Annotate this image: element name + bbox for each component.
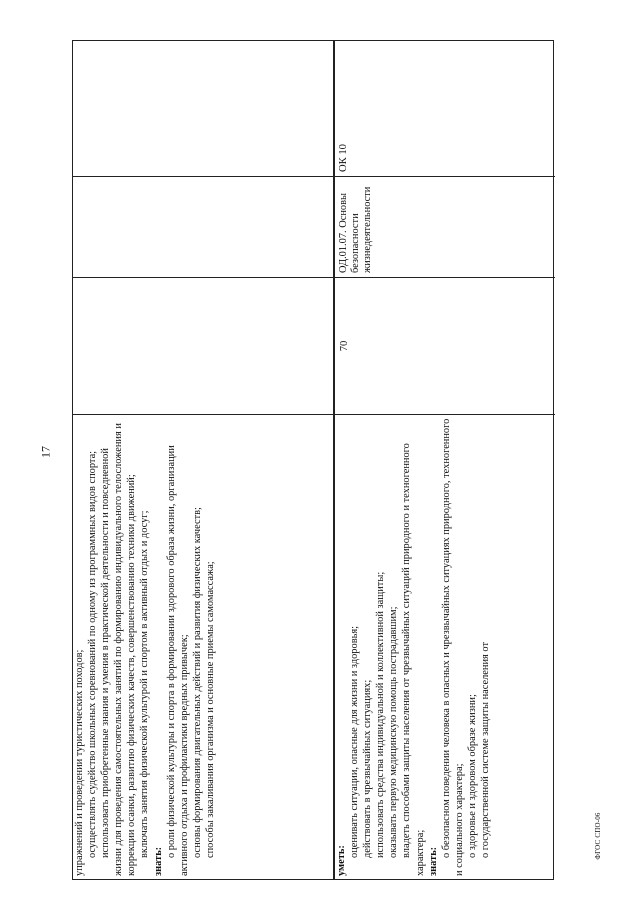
requirements-cell (73, 415, 333, 879)
footer-standard-code: ФГОС СПО-06 (594, 812, 602, 860)
competence-cell (73, 41, 333, 177)
discipline-name: ОД.01.07. Основы безопасности жизнедеятельности (338, 186, 373, 273)
section-heading: знать: (427, 846, 439, 876)
requirements-text (73, 415, 217, 879)
requirement-line: о роли физической культуры и спорта в формировании здорового образа жизни, организации активного отдыха и профилактики вредных привычек; (165, 445, 190, 876)
hours-value: 70 (339, 340, 350, 352)
section-heading: знать: (152, 846, 164, 876)
table-row (73, 41, 333, 879)
requirement-line: владеть способами защиты населения от чрезвычайных ситуаций природного и техногенного характера; (401, 443, 426, 876)
section-heading: уметь: (336, 845, 347, 876)
requirement-line: оказывать первую медицинскую помощь пострадавшим; (388, 606, 400, 858)
curriculum-table (72, 40, 554, 880)
requirement-line: о государственной системе защиты населения от (480, 642, 492, 858)
requirement-line: осуществлять судейство школьных соревнований по одному из программных видов спорта; (87, 450, 99, 858)
requirement-line: основы формирования двигательных действий и развития физических качеств; (191, 507, 203, 858)
requirement-line: оценивать ситуации, опасные для жизни и здоровья; (349, 625, 361, 858)
requirement-line: о здоровье и здоровом образе жизни; (466, 694, 478, 858)
requirements-cell (335, 415, 555, 879)
competence-code: ОК 10 (338, 144, 349, 172)
page-number: 17 (38, 446, 53, 458)
requirement-line: действовать в чрезвычайных ситуациях; (362, 679, 374, 858)
requirements-text (335, 415, 492, 879)
requirement-line: использовать средства индивидуальной и коллективной защиты; (375, 571, 387, 858)
hours-cell (73, 278, 333, 415)
rotated-page-content (72, 40, 554, 880)
requirement-line: способы закаливания организма и основные приемы самомассажа; (204, 561, 216, 858)
requirement-line: включать занятия физической культурой и спортом в активный отдых и досуг; (139, 510, 151, 858)
hours-cell (335, 278, 555, 415)
competence-cell (335, 41, 555, 177)
requirement-line: использовать приобретенные знания и умения в практической деятельности и повседневной жизни для проведения самостоятельных занятий по формированию индивидуального телосложения и коррекции осанки, развитию физических качеств, совершенствованию техники движений; (100, 423, 138, 876)
discipline-cell (73, 177, 333, 278)
requirement-line: о безопасном поведении человека в опасных и чрезвычайных ситуациях природного, техногенного и социального характера; (440, 418, 465, 876)
discipline-cell (335, 177, 555, 278)
requirement-line: упражнений и проведении туристических походов; (74, 649, 85, 876)
table-row (333, 41, 555, 879)
